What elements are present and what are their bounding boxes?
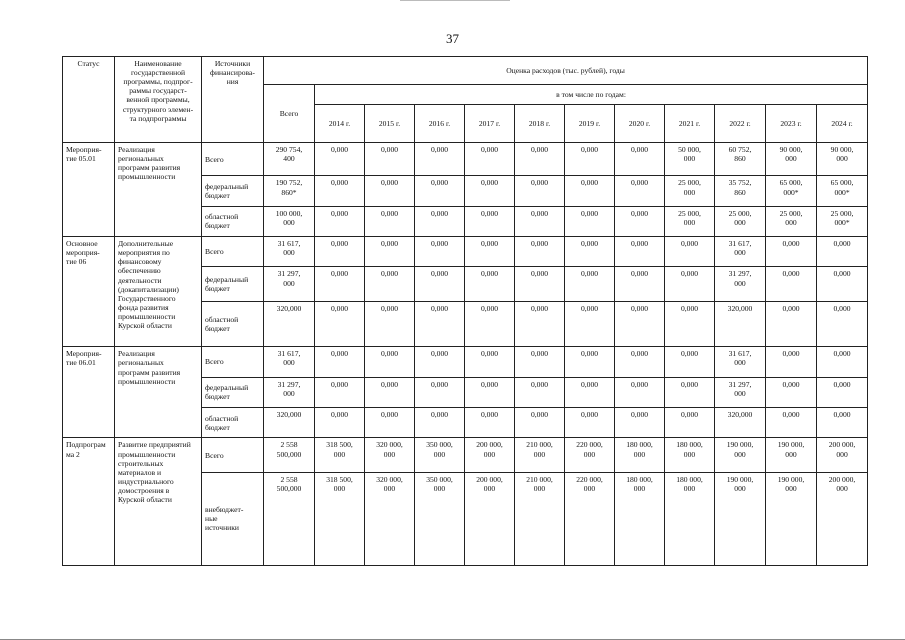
row-element-name: Реализация региональных программ развития промышленности: [115, 347, 202, 438]
row-year-value: 0,000: [665, 301, 715, 347]
row-year-value: 210 000, 000: [515, 438, 565, 472]
row-year-value: 25 000, 000: [715, 206, 766, 236]
table-row: [63, 237, 868, 267]
row-year-value: 65 000, 000*: [817, 176, 868, 206]
row-year-value: 0,000: [615, 377, 665, 407]
row-year-value: 0,000: [465, 143, 515, 176]
row-total-value: 2 558 500,000: [264, 438, 315, 472]
row-total-value: 31 617, 000: [264, 347, 315, 377]
row-year-value: 190 000, 000: [715, 438, 766, 472]
row-year-value: 0,000: [665, 237, 715, 267]
row-year-value: 0,000: [365, 237, 415, 267]
row-year-value: 0,000: [817, 408, 868, 438]
expenditure-table: [62, 56, 868, 566]
row-year-value: 25 000, 000: [665, 206, 715, 236]
row-year-value: 0,000: [817, 347, 868, 377]
row-total-value: 320,000: [264, 408, 315, 438]
row-element-name: Дополнительные мероприятия по финансовому обеспечению деятельности (докапитализации) Государственного фонда развития промышленности Курской области: [115, 237, 202, 347]
row-year-value: 200 000, 000: [465, 438, 515, 472]
row-total-value: 290 754, 400: [264, 143, 315, 176]
row-year-value: 0,000: [465, 377, 515, 407]
row-year-value: 318 500, 000: [315, 472, 365, 565]
row-element-name: Развитие предприятий промышленности строительных материалов и индустриального домостроения в Курской области: [115, 438, 202, 566]
row-year-value: 65 000, 000*: [766, 176, 817, 206]
header-total: Всего: [264, 85, 315, 143]
row-funding-source: областной бюджет: [202, 206, 264, 236]
row-total-value: 31 617, 000: [264, 237, 315, 267]
row-year-value: 0,000: [565, 408, 615, 438]
row-total-value: 31 297, 000: [264, 377, 315, 407]
row-year-value: 31 617, 000: [715, 237, 766, 267]
row-year-value: 0,000: [465, 301, 515, 347]
row-year-value: 200 000, 000: [465, 472, 515, 565]
row-year-value: 0,000: [766, 408, 817, 438]
row-year-value: 350 000, 000: [415, 438, 465, 472]
row-year-value: 25 000, 000: [665, 176, 715, 206]
header-year: 2020 г.: [615, 105, 665, 143]
row-year-value: 0,000: [515, 408, 565, 438]
row-year-value: 0,000: [415, 206, 465, 236]
row-year-value: 0,000: [315, 237, 365, 267]
row-year-value: 0,000: [565, 206, 615, 236]
row-year-value: 190 000, 000: [715, 472, 766, 565]
row-year-value: 0,000: [615, 237, 665, 267]
row-year-value: 0,000: [465, 267, 515, 301]
row-year-value: 60 752, 860: [715, 143, 766, 176]
header-year: 2021 г.: [665, 105, 715, 143]
row-year-value: 320 000, 000: [365, 438, 415, 472]
row-year-value: 190 000, 000: [766, 438, 817, 472]
header-year: 2022 г.: [715, 105, 766, 143]
row-year-value: 0,000: [515, 347, 565, 377]
top-edge-line: [400, 0, 510, 1]
row-funding-source: Всего: [202, 143, 264, 176]
row-year-value: 320 000, 000: [365, 472, 415, 565]
row-year-value: 90 000, 000: [817, 143, 868, 176]
row-year-value: 0,000: [615, 347, 665, 377]
row-funding-source: Всего: [202, 438, 264, 472]
row-year-value: 0,000: [465, 347, 515, 377]
row-year-value: 0,000: [665, 408, 715, 438]
row-year-value: 0,000: [766, 301, 817, 347]
row-year-value: 0,000: [565, 237, 615, 267]
row-total-value: 320,000: [264, 301, 315, 347]
row-year-value: 31 617, 000: [715, 347, 766, 377]
header-year: 2019 г.: [565, 105, 615, 143]
row-year-value: 0,000: [817, 301, 868, 347]
row-year-value: 0,000: [665, 267, 715, 301]
row-year-value: 25 000, 000*: [817, 206, 868, 236]
row-funding-source: областной бюджет: [202, 408, 264, 438]
row-year-value: 0,000: [515, 237, 565, 267]
row-funding-source: федеральный бюджет: [202, 176, 264, 206]
row-year-value: 0,000: [615, 176, 665, 206]
row-year-value: 200 000, 000: [817, 472, 868, 565]
row-year-value: 0,000: [565, 377, 615, 407]
header-year: 2014 г.: [315, 105, 365, 143]
row-year-value: 0,000: [817, 237, 868, 267]
row-year-value: 0,000: [365, 176, 415, 206]
row-year-value: 0,000: [515, 206, 565, 236]
row-year-value: 50 000, 000: [665, 143, 715, 176]
row-year-value: 180 000, 000: [665, 438, 715, 472]
row-year-value: 200 000, 000: [817, 438, 868, 472]
row-year-value: 0,000: [315, 176, 365, 206]
row-year-value: 0,000: [565, 301, 615, 347]
row-status: Основное мероприя- тие 06: [63, 237, 115, 347]
row-year-value: 0,000: [465, 408, 515, 438]
table-row: [63, 143, 868, 176]
row-funding-source: федеральный бюджет: [202, 267, 264, 301]
row-year-value: 318 500, 000: [315, 438, 365, 472]
row-year-value: 0,000: [415, 176, 465, 206]
page-number: 37: [446, 31, 459, 46]
row-year-value: 0,000: [315, 267, 365, 301]
row-year-value: 0,000: [365, 347, 415, 377]
header-year: 2017 г.: [465, 105, 515, 143]
row-year-value: 0,000: [365, 377, 415, 407]
row-year-value: 0,000: [365, 267, 415, 301]
row-year-value: 0,000: [766, 267, 817, 301]
row-year-value: 35 752, 860: [715, 176, 766, 206]
row-year-value: 0,000: [315, 143, 365, 176]
row-year-value: 0,000: [315, 347, 365, 377]
row-funding-source: федеральный бюджет: [202, 377, 264, 407]
row-year-value: 0,000: [415, 347, 465, 377]
row-year-value: 220 000, 000: [565, 438, 615, 472]
row-year-value: 0,000: [565, 347, 615, 377]
row-year-value: 0,000: [365, 206, 415, 236]
row-year-value: 320,000: [715, 301, 766, 347]
row-year-value: 0,000: [565, 267, 615, 301]
row-status: Мероприя- тие 05.01: [63, 143, 115, 237]
row-total-value: 2 558 500,000: [264, 472, 315, 565]
header-sources: Источники финансирова- ния: [202, 57, 264, 143]
header-by-years: в том числе по годам:: [315, 85, 868, 105]
row-year-value: 0,000: [766, 347, 817, 377]
row-year-value: 0,000: [315, 408, 365, 438]
row-year-value: 0,000: [817, 377, 868, 407]
table-row: [63, 438, 868, 472]
row-funding-source: областной бюджет: [202, 301, 264, 347]
row-total-value: 31 297, 000: [264, 267, 315, 301]
row-funding-source: Всего: [202, 347, 264, 377]
row-year-value: 0,000: [515, 143, 565, 176]
row-year-value: 0,000: [515, 301, 565, 347]
row-year-value: 320,000: [715, 408, 766, 438]
row-year-value: 0,000: [415, 377, 465, 407]
row-year-value: 180 000, 000: [615, 472, 665, 565]
row-year-value: 0,000: [465, 206, 515, 236]
row-funding-source: Всего: [202, 237, 264, 267]
row-year-value: 0,000: [615, 143, 665, 176]
row-year-value: 190 000, 000: [766, 472, 817, 565]
row-status: Подпрограм ма 2: [63, 438, 115, 566]
row-year-value: 25 000, 000: [766, 206, 817, 236]
row-year-value: 0,000: [665, 347, 715, 377]
row-year-value: 180 000, 000: [615, 438, 665, 472]
header-year: 2018 г.: [515, 105, 565, 143]
row-year-value: 220 000, 000: [565, 472, 615, 565]
row-year-value: 0,000: [665, 377, 715, 407]
row-year-value: 0,000: [515, 176, 565, 206]
row-year-value: 0,000: [465, 237, 515, 267]
row-year-value: 0,000: [365, 301, 415, 347]
row-year-value: 90 000, 000: [766, 143, 817, 176]
header-year: 2024 г.: [817, 105, 868, 143]
row-year-value: 0,000: [415, 237, 465, 267]
row-total-value: 100 000, 000: [264, 206, 315, 236]
header-year: 2015 г.: [365, 105, 415, 143]
row-year-value: 0,000: [415, 408, 465, 438]
row-year-value: 0,000: [565, 143, 615, 176]
row-year-value: 0,000: [615, 206, 665, 236]
row-year-value: 0,000: [515, 377, 565, 407]
row-funding-source: внебюджет- ные источники: [202, 472, 264, 565]
row-year-value: 0,000: [615, 267, 665, 301]
row-year-value: 0,000: [315, 206, 365, 236]
row-year-value: 180 000, 000: [665, 472, 715, 565]
table-row: [63, 347, 868, 377]
row-year-value: 210 000, 000: [515, 472, 565, 565]
row-year-value: 0,000: [615, 301, 665, 347]
row-year-value: 31 297, 000: [715, 267, 766, 301]
row-year-value: 0,000: [565, 176, 615, 206]
row-year-value: 0,000: [365, 408, 415, 438]
header-year: 2023 г.: [766, 105, 817, 143]
header-year: 2016 г.: [415, 105, 465, 143]
row-year-value: 31 297, 000: [715, 377, 766, 407]
row-year-value: 0,000: [766, 377, 817, 407]
header-estimate: Оценка расходов (тыс. рублей), годы: [264, 57, 868, 85]
row-element-name: Реализация региональных программ развития промышленности: [115, 143, 202, 237]
row-year-value: 0,000: [817, 267, 868, 301]
row-status: Мероприя- тие 06.01: [63, 347, 115, 438]
row-year-value: 0,000: [415, 267, 465, 301]
row-year-value: 0,000: [465, 176, 515, 206]
row-year-value: 0,000: [615, 408, 665, 438]
row-total-value: 190 752, 860*: [264, 176, 315, 206]
row-year-value: 0,000: [365, 143, 415, 176]
row-year-value: 0,000: [515, 267, 565, 301]
row-year-value: 0,000: [415, 143, 465, 176]
row-year-value: 350 000, 000: [415, 472, 465, 565]
row-year-value: 0,000: [415, 301, 465, 347]
row-year-value: 0,000: [766, 237, 817, 267]
header-name: Наименование государственной программы, подпрог- раммы государст- венной программы, структурного элемен- та подпрограммы: [115, 57, 202, 143]
row-year-value: 0,000: [315, 377, 365, 407]
header-status: Статус: [63, 57, 115, 143]
row-year-value: 0,000: [315, 301, 365, 347]
